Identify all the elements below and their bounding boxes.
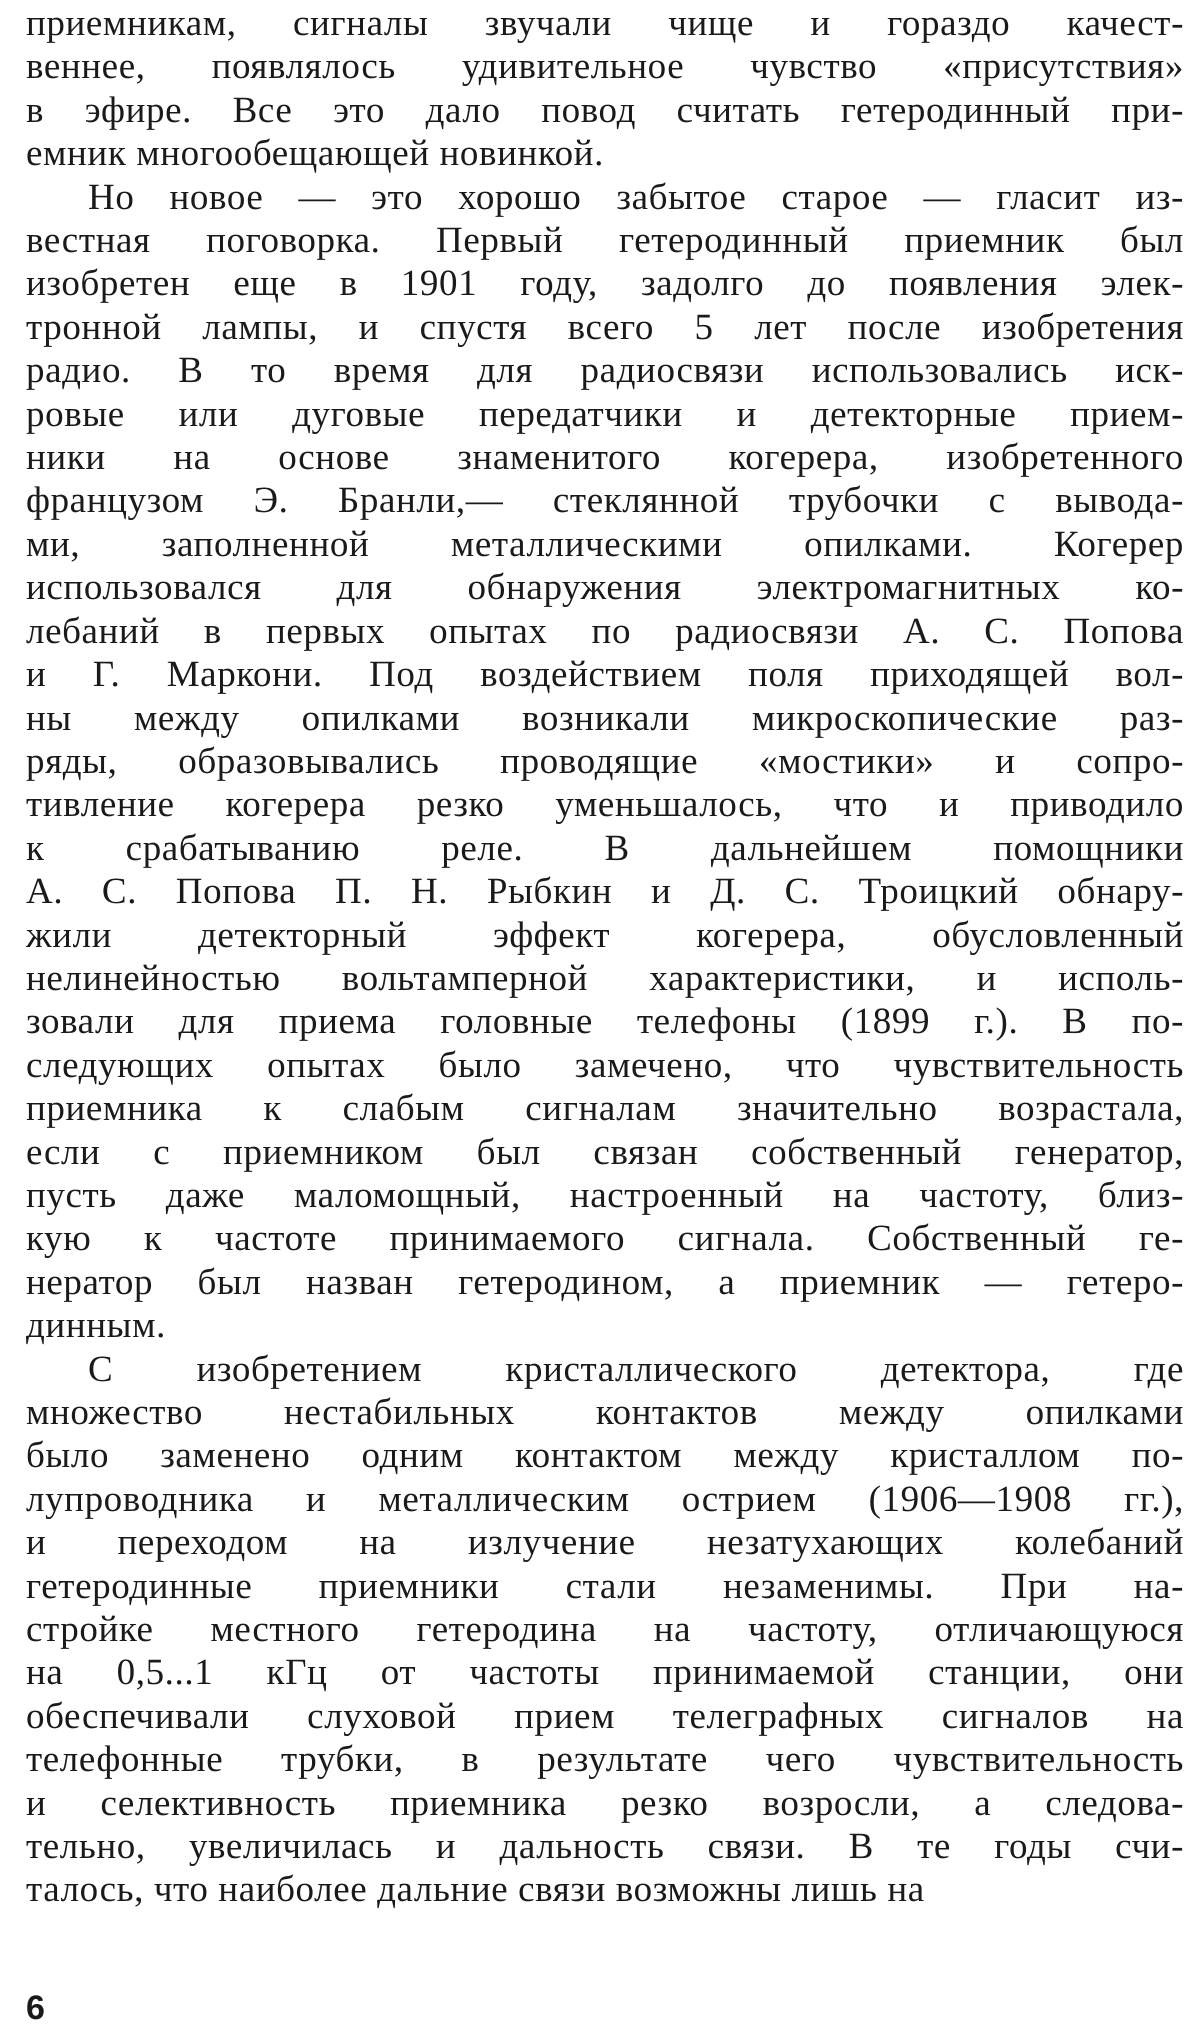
text-line: веннее, появлялось удивительное чувство «присутствия»	[26, 46, 1184, 88]
text-line: ники на основе знаменитого когерера, изобретенного	[26, 437, 1184, 479]
text-line: радио. В то время для радиосвязи использовались иск-	[26, 350, 1184, 392]
text-line: приемникам, сигналы звучали чище и гораздо качест-	[26, 3, 1184, 44]
text-line: ми, заполненной металлическими опилками. Когерер	[26, 523, 1184, 565]
text-line: использовался для обнаружения электромагнитных ко-	[26, 567, 1184, 609]
text-line: было заменено одним контактом между кристаллом по-	[26, 1435, 1184, 1477]
text-line: следующих опытах было замечено, что чувствительность	[26, 1044, 1184, 1086]
text-line: вестная поговорка. Первый гетеродинный приемник был	[26, 220, 1184, 262]
text-line: Но новое — это хорошо забытое старое — гласит из-	[88, 176, 1184, 218]
text-line: и Г. Маркони. Под воздействием поля приходящей вол-	[26, 654, 1184, 696]
text-line: кую к частоте принимаемого сигнала. Собственный ге-	[26, 1218, 1184, 1260]
text-line: емник многообещающей новинкой.	[26, 133, 604, 175]
body-text	[26, 2, 1184, 1912]
document-page	[26, 2, 1184, 2032]
paragraph	[26, 2, 1184, 176]
text-line: ряды, образовывались проводящие «мостики» и сопро-	[26, 740, 1184, 782]
text-line: жили детекторный эффект когерера, обусловленный	[26, 914, 1184, 956]
text-line: французом Э. Бранли,— стеклянной трубочки с вывода-	[26, 480, 1184, 522]
text-line: лебаний в первых опытах по радиосвязи А. С. Попова	[26, 610, 1184, 652]
paragraph	[26, 176, 1184, 1348]
text-line: С изобретением кристаллического детектора, где	[88, 1348, 1184, 1390]
text-line: приемника к слабым сигналам значительно возрастала,	[26, 1088, 1184, 1130]
text-line: гетеродинные приемники стали незаменимы. При на-	[26, 1565, 1184, 1607]
page-number: 6	[26, 1989, 46, 2027]
text-line: и селективность приемника резко возросли, а следова-	[26, 1782, 1184, 1824]
text-line: изобретен еще в 1901 году, задолго до появления элек-	[26, 263, 1184, 305]
text-line: А. С. Попова П. Н. Рыбкин и Д. С. Троицкий обнару-	[26, 871, 1184, 913]
text-line: ровые или дуговые передатчики и детекторные прием-	[26, 393, 1184, 435]
text-line: к срабатыванию реле. В дальнейшем помощники	[26, 827, 1184, 869]
text-line: ны между опилками возникали микроскопические раз-	[26, 697, 1184, 739]
text-line: множество нестабильных контактов между опилками	[26, 1392, 1184, 1433]
text-line: в эфире. Все это дало повод считать гетеродинный при-	[26, 89, 1184, 131]
text-line: пусть даже маломощный, настроенный на частоту, близ-	[26, 1174, 1184, 1216]
text-line: динным.	[26, 1305, 166, 1347]
text-line: тельно, увеличилась и дальность связи. В те годы счи-	[26, 1826, 1184, 1868]
text-line: нератор был назван гетеродином, а приемник — гетеро-	[26, 1261, 1184, 1303]
text-line: лупроводника и металлическим острием (1906—1908 гг.),	[26, 1478, 1184, 1520]
text-line: и переходом на излучение незатухающих колебаний	[26, 1522, 1184, 1564]
text-line: тивление когерера резко уменьшалось, что и приводило	[26, 784, 1184, 826]
text-line: зовали для приема головные телефоны (1899 г.). В по-	[26, 1001, 1184, 1043]
text-line: на 0,5...1 кГц от частоты принимаемой станции, они	[26, 1652, 1184, 1694]
paragraph	[26, 1348, 1184, 1912]
text-line: стройке местного гетеродина на частоту, отличающуюся	[26, 1609, 1184, 1651]
text-line: талось, что наиболее дальние связи возможны лишь на	[26, 1869, 925, 1911]
text-line: нелинейностью вольтамперной характеристики, и исполь-	[26, 957, 1184, 999]
text-line: тронной лампы, и спустя всего 5 лет после изобретения	[26, 306, 1184, 348]
text-line: если с приемником был связан собственный генератор,	[26, 1131, 1184, 1173]
text-line: обеспечивали слуховой прием телеграфных сигналов на	[26, 1695, 1184, 1737]
text-line: телефонные трубки, в результате чего чувствительность	[26, 1739, 1184, 1781]
